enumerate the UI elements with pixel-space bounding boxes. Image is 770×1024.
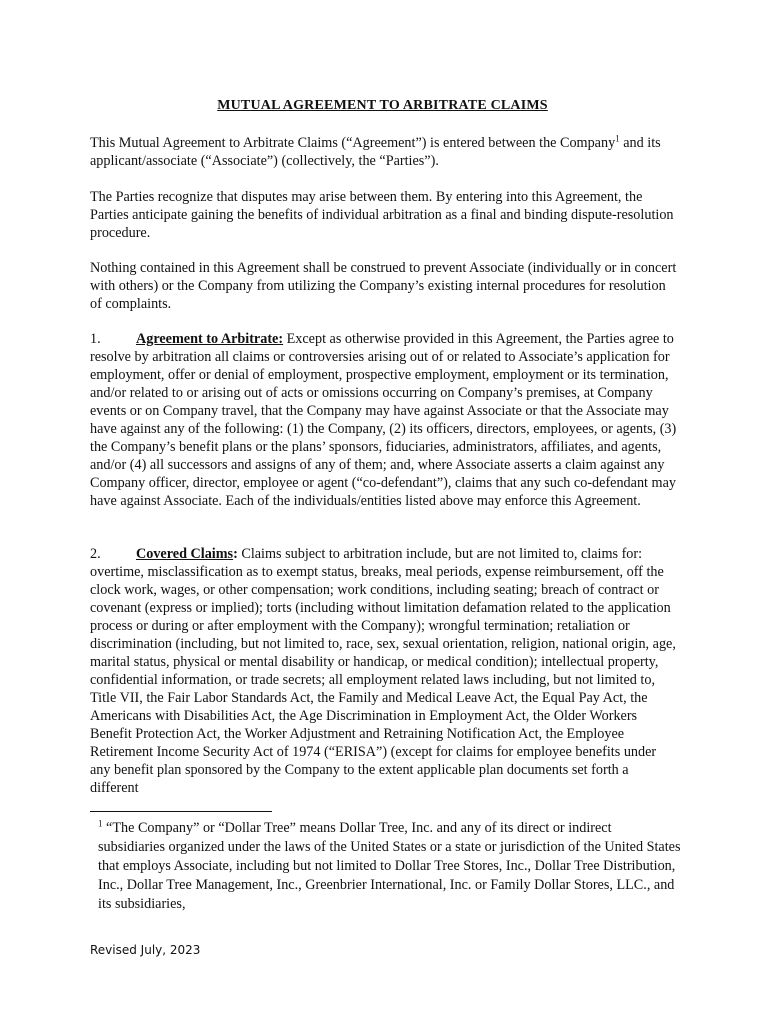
intro-text-continued: and its applicant/associate (“Associate”) (collectively, the “Parties”).	[90, 135, 661, 169]
footnote	[98, 819, 682, 914]
section-heading-colon: :	[233, 546, 238, 562]
section-1	[90, 330, 680, 510]
intro-text: This Mutual Agreement to Arbitrate Claims (“Agreement”) is entered between the Company	[90, 135, 616, 151]
recognize-paragraph: The Parties recognize that disputes may arise between them. By entering into this Agreement, the Parties anticipate gaining the benefits of individual arbitration as a final and binding dispute-resolution procedure.	[90, 189, 674, 241]
footnote-reference: 1	[615, 133, 620, 144]
footnote-marker: 1	[98, 818, 103, 829]
section-2	[90, 545, 680, 797]
section-heading: Agreement to Arbitrate:	[136, 331, 284, 347]
section-body: Claims subject to arbitration include, but are not limited to, claims for: overtime, misclassification as to exempt status, breaks, meal periods, expense reimbursement, off the clock work, wages, or other compensation; work conditions, including seating; breach of contract or covenant (express or implied); torts (including without limitation defamation related to the application process or during or after employment with the Company); wrongful termination; retaliation or discrimination (including, but not limited to, race, sex, sexual orientation, religion, national origin, age, marital status, physical or mental disability or handicap, or medical condition); intellectual property, confidential information, or trade secrets; all employment related laws including, but not limited to, Title VII, the Fair Labor Standards Act, the Family and Medical Leave Act, the Equal Pay Act, the Americans with Disabilities Act, the Age Discrimination in Employment Act, the Older Workers Benefit Protection Act, the Worker Adjustment and Retraining Notification Act, the Employee Retirement Income Security Act of 1974 (“ERISA”) (except for claims for employee benefits under any benefit plan sponsored by the Company to the extent applicable plan documents set forth a different	[90, 546, 676, 796]
section-number: 1.	[90, 331, 101, 347]
section-number: 2.	[90, 546, 101, 562]
revision-footer: Revised July, 2023	[90, 943, 201, 957]
section-heading: Covered Claims	[136, 546, 234, 562]
document-title: MUTUAL AGREEMENT TO ARBITRATE CLAIMS	[217, 98, 548, 113]
nothing-contained-paragraph: Nothing contained in this Agreement shall be construed to prevent Associate (individually or in concert with others) or the Company from utilizing the Company’s existing internal procedures for resolution of complaints.	[90, 260, 677, 312]
section-body: Except as otherwise provided in this Agreement, the Parties agree to resolve by arbitration all claims or controversies arising out of or related to Associate’s application for employment, offer or denial of employment, prospective employment, employment or its termination, and/or related to or arising out of acts or omissions occurring on Company’s premises, at Company events or on Company travel, that the Company may have against Associate or that the Associate may have against any of the following: (1) the Company, (2) its officers, directors, employees, or agents, (3) the Company’s benefit plans or the plans’ sponsors, fiduciaries, administrators, affiliates, and agents, and/or (4) all successors and assigns of any of them; and, where Associate asserts a claim against any Company officer, director, employee or agent (“co-defendant”), claims that any such co-defendant may have against Associate. Each of the individuals/entities listed above may enforce this Agreement.	[90, 331, 677, 509]
footnote-text: “The Company” or “Dollar Tree” means Dollar Tree, Inc. and any of its direct or indirect subsidiaries organized under the laws of the United States or a state or jurisdiction of the United States that employs Associate, including but not limited to Dollar Tree Stores, Inc., Dollar Tree Distribution, Inc., Dollar Tree Management, Inc., Greenbrier International, Inc. or Family Dollar Stores, LLC., and its subsidiaries,	[98, 820, 681, 912]
intro-paragraph	[90, 134, 680, 170]
footnote-separator	[90, 811, 272, 812]
